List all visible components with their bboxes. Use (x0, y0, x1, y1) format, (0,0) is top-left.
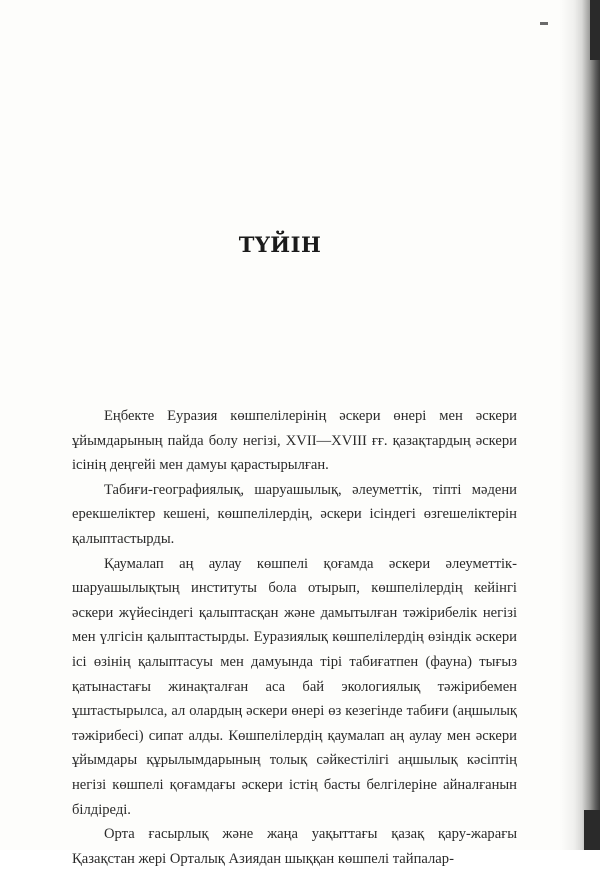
page-edge-dark-top (590, 0, 600, 60)
scan-mark (540, 22, 548, 25)
page-edge-dark-bottom (584, 810, 600, 850)
body-text (72, 404, 517, 871)
paragraph-3: Қаумалап аң аулау көшпелі қоғамда әскери әлеуметтік-шаруашылықтың институты бола отырып, көшпелілердің кейінгі әскери жүйесіндегі қалыптасқан және дамытылған тәжірибелік негізі мен үлгісін қалыптастырды. Еуразиялық көшпелілердің өзіндік әскери ісі өзінің қалыптасуы мен дамуында тірі табиғатпен (фауна) тығыз қатынастағы жинақталған аса бай экологиялық тәжірибемен ұштастырылса, ал олардың әскери өнері өз кезегінде табиғи (аңшылық тәжірибесі) сипат алды. Көшпелілердің қаумалап аң аулау мен әскери ұйымдары құрылымдарының толық сәйкестілігі аңшылық кәсіптің негізі көшпелі қоғамдағы әскери істің басты белгілеріне айналғанын білдіреді. (72, 555, 517, 818)
paragraph-4: Орта ғасырлық және жаңа уақыттағы қазақ қару-жарағы Қазақстан жері Орталық Азиядан шыққан көшпелі тайпалар- (72, 826, 517, 867)
paragraph-2: Табиғи-географиялық, шаруашылық, әлеуметтік, тіпті мәдени ерекшеліктер кешені, көшпелілердің, әскери ісіндегі өзгешеліктерін қалыптастырды. (72, 481, 517, 547)
page-title: ТҮЙІН (238, 232, 322, 257)
paragraph-1: Еңбекте Еуразия көшпелілерінің әскери өнері мен әскери ұйымдарының пайда болу негізі, XVII—XVIII ғғ. қазақтардың әскери ісінің деңгейі мен дамуы қарастырылған. (72, 408, 517, 474)
page-edge-shadow (560, 0, 600, 850)
